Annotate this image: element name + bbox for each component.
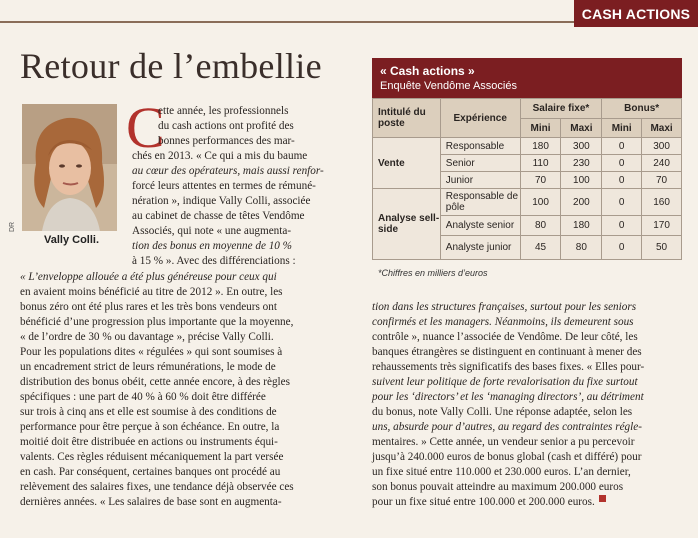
cell-value: 100 <box>561 172 602 189</box>
text-line: au cœur des opérateurs, mais aussi renfor- <box>132 165 324 177</box>
cell-value: 0 <box>602 155 642 172</box>
photo-caption: Vally Colli. <box>44 234 100 246</box>
cell-experience: Responsable <box>440 138 520 155</box>
cell-experience: Analyste junior <box>440 236 520 260</box>
portrait-illustration <box>22 104 117 231</box>
portrait-photo <box>22 104 117 231</box>
text-line: à 15 % ». Avec des différenciations : <box>132 255 296 267</box>
text-line: relèvement des salaires fixes, une tendance déjà observée ces <box>20 481 294 493</box>
cell-value: 80 <box>561 236 602 260</box>
article-title: Retour de l’embellie <box>20 46 322 86</box>
text-line: performance pour être perçue à son échéance. En outre, la <box>20 421 280 433</box>
table-footnote: *Chiffres en milliers d’euros <box>378 268 488 278</box>
table-row <box>373 189 682 216</box>
header-sal-mini: Mini <box>520 119 561 138</box>
text-line: en cash. Par conséquent, certaines banques ont procédé au <box>20 466 281 478</box>
table-header-band <box>372 58 682 98</box>
header-bonus: Bonus* <box>602 99 682 119</box>
text-line: valents. Ces règles réduisent mécaniquement la part versée <box>20 451 284 463</box>
cell-value: 100 <box>520 189 561 216</box>
table-subtitle: Enquête Vendôme Associés <box>380 80 517 92</box>
text-line: au cabinet de chasse de têtes Vendôme <box>132 210 305 222</box>
cell-value: 0 <box>602 138 642 155</box>
cell-value: 180 <box>520 138 561 155</box>
cell-experience: Senior <box>440 155 520 172</box>
text-line: tion des bonus en moyenne de 10 % <box>132 240 293 252</box>
text-line: jusqu’à 240.000 euros de bonus global (cash et différé) pour <box>372 451 642 463</box>
cell-value: 200 <box>561 189 602 216</box>
header-poste: Intitulé du poste <box>373 99 441 138</box>
text-line: tion dans les structures françaises, surtout pour les seniors <box>372 301 637 313</box>
cell-value: 230 <box>561 155 602 172</box>
cell-value: 0 <box>602 236 642 260</box>
text-line: spécifiques : une part de 40 % à 60 % doit être différée <box>20 391 266 403</box>
end-of-article-mark <box>599 495 606 502</box>
text-line: suivent leur politique de forte revalorisation du fixe surtout <box>372 376 638 388</box>
cell-value: 0 <box>602 172 642 189</box>
cell-value: 45 <box>520 236 561 260</box>
text-line: banques étrangères se distinguent en continuant à mener des <box>372 346 642 358</box>
cell-value: 180 <box>561 216 602 236</box>
group-label: Analyse sell-side <box>373 189 441 260</box>
text-line: un encadrement strict de leurs rémunérations, le mode de <box>20 361 276 373</box>
text-line: bénéficié d’une progression plus importante que la moyenne, <box>20 316 294 328</box>
text-line: « de l’ordre de 30 % ou davantage », précise Vally Colli. <box>20 331 274 343</box>
cell-value: 300 <box>642 138 682 155</box>
text-line: Pour les populations dites « régulées » qui sont soumises à <box>20 346 283 358</box>
text-line: pour un fixe situé entre 100.000 et 200.000 euros. <box>372 495 682 510</box>
group-label: Vente <box>373 138 441 189</box>
text-line: pour les ‘directors’ et les ‘managing directors’, au détriment <box>372 391 644 403</box>
text-line: mentaires. » Cette année, un vendeur senior a pu percevoir <box>372 436 635 448</box>
text-line: confirmés et les managers. Néanmoins, ils demeurent sous <box>372 316 634 328</box>
text-line: du cash actions ont profité des <box>158 120 294 132</box>
text-line: dernières années. « Les salaires de base sont en augmenta- <box>20 496 282 508</box>
salary-table <box>372 98 682 260</box>
cell-value: 240 <box>642 155 682 172</box>
text-line: un fixe situé entre 110.000 et 230.000 euros. L’an dernier, <box>372 466 631 478</box>
table-row <box>373 138 682 155</box>
text-line: ette année, les professionnels <box>158 105 289 117</box>
text-line: bonnes performances des mar- <box>158 135 295 147</box>
header-salaire: Salaire fixe* <box>520 99 602 119</box>
text-line: nération », indique Vally Colli, associée <box>132 195 311 207</box>
text-line: rehaussements très significatifs des bases fixes. « Elles pour- <box>372 361 645 373</box>
cell-value: 0 <box>602 216 642 236</box>
cell-value: 110 <box>520 155 561 172</box>
text-line: bonus zéro ont été plus rares et les très bons vendeurs ont <box>20 301 277 313</box>
header-bon-maxi: Maxi <box>642 119 682 138</box>
text-line: du bonus, note Vally Colli. Une réponse adaptée, selon les <box>372 406 633 418</box>
text-line: « L’enveloppe allouée a été plus généreuse pour ceux qui <box>20 271 277 283</box>
text-line: moitié doit être distribuée en actions ou instruments équi- <box>20 436 278 448</box>
text-line: sur trois à cinq ans et elle est soumise à des conditions de <box>20 406 277 418</box>
cell-value: 50 <box>642 236 682 260</box>
cash-actions-table-box <box>372 58 682 260</box>
cell-experience: Responsable de pôle <box>440 189 520 216</box>
cell-value: 300 <box>561 138 602 155</box>
text-line: chés en 2013. « Ce qui a mis du baume <box>132 150 308 162</box>
header-sal-maxi: Maxi <box>561 119 602 138</box>
text-line: Associés, qui note « une augmenta- <box>132 225 292 237</box>
cell-value: 70 <box>642 172 682 189</box>
header-experience: Expérience <box>440 99 520 138</box>
section-tag: CASH ACTIONS <box>574 0 698 27</box>
cell-value: 170 <box>642 216 682 236</box>
text-line: uns, absurde pour d’autres, au regard des contraintes régle- <box>372 421 642 433</box>
header-bon-mini: Mini <box>602 119 642 138</box>
text-line: distribution des bonus obéit, cette année encore, à des règles <box>20 376 290 388</box>
cell-experience: Analyste senior <box>440 216 520 236</box>
cell-value: 0 <box>602 189 642 216</box>
table-title: « Cash actions » <box>380 64 475 78</box>
text-line: contrôle », nuance l’associée de Vendôme. De leur côté, les <box>372 331 638 343</box>
drop-cap: C <box>126 95 165 160</box>
photo-credit: DR <box>9 221 16 232</box>
cell-value: 70 <box>520 172 561 189</box>
text-line: en avaient moins bénéficié au titre de 2012 ». En outre, les <box>20 286 283 298</box>
cell-experience: Junior <box>440 172 520 189</box>
text-line: son bonus pouvait atteindre au maximum 200.000 euros <box>372 481 624 493</box>
cell-value: 160 <box>642 189 682 216</box>
text-line: forcé leurs attentes en termes de rémuné- <box>132 180 316 192</box>
cell-value: 80 <box>520 216 561 236</box>
